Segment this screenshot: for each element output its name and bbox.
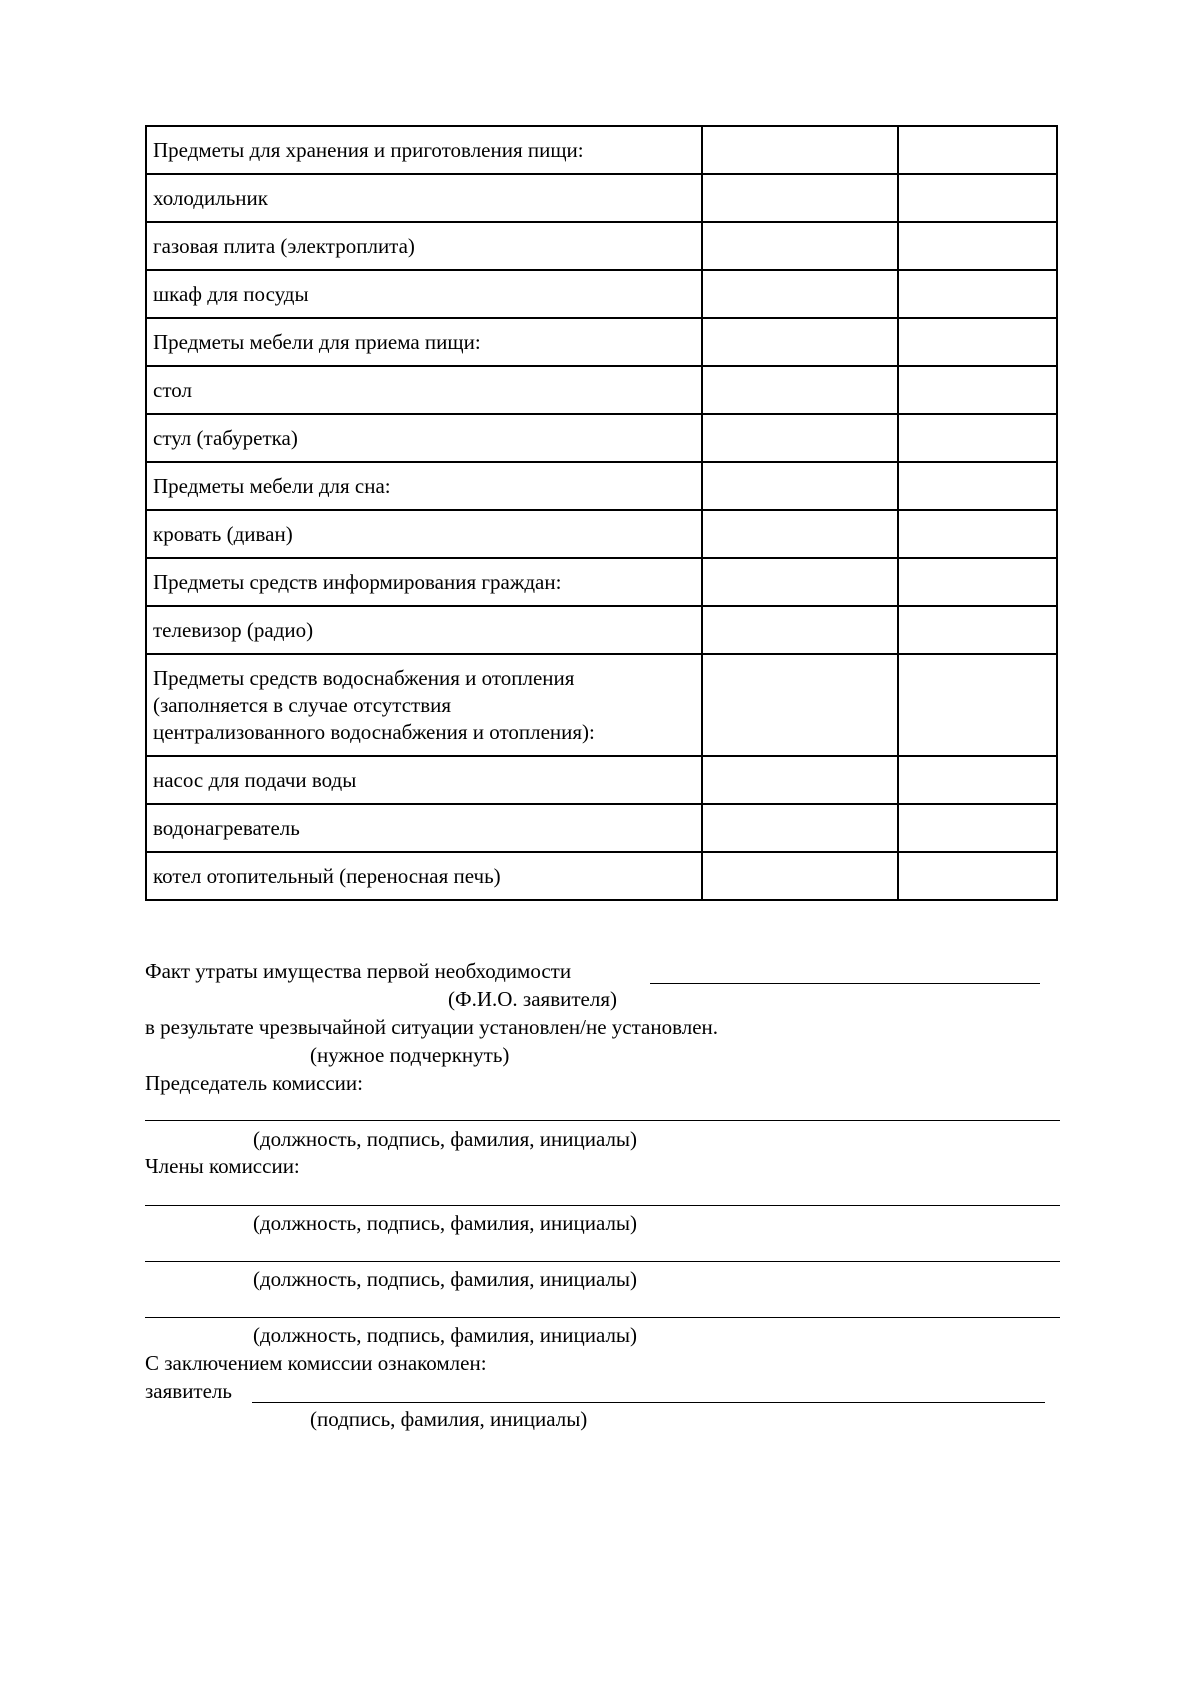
table-row <box>146 222 1057 270</box>
table-row <box>146 366 1057 414</box>
row-cell-2 <box>702 414 899 462</box>
table-row <box>146 174 1057 222</box>
table-row <box>146 318 1057 366</box>
row-label: телевизор (радио) <box>146 606 702 654</box>
member-signature-line[interactable] <box>145 1205 1060 1206</box>
property-table <box>145 125 1058 901</box>
row-cell-3 <box>898 606 1057 654</box>
row-cell-3 <box>898 318 1057 366</box>
row-cell-3 <box>898 510 1057 558</box>
member-signature-line[interactable] <box>145 1261 1060 1262</box>
row-cell-2 <box>702 510 899 558</box>
table-row <box>146 126 1057 174</box>
row-label: Предметы средств информирования граждан: <box>146 558 702 606</box>
row-label: насос для подачи воды <box>146 756 702 804</box>
row-label-line: централизованного водоснабжения и отопления): <box>153 719 595 744</box>
row-cell-2 <box>702 804 899 852</box>
row-cell-2 <box>702 654 899 756</box>
members-label: Члены комиссии: <box>145 1154 300 1178</box>
row-label: Предметы для хранения и приготовления пищи: <box>146 126 702 174</box>
chairman-caption: (должность, подпись, фамилия, инициалы) <box>253 1127 638 1151</box>
member-caption: (должность, подпись, фамилия, инициалы) <box>253 1211 638 1235</box>
row-cell-2 <box>702 852 899 900</box>
row-cell-3 <box>898 654 1057 756</box>
row-label: стул (табуретка) <box>146 414 702 462</box>
row-label: стол <box>146 366 702 414</box>
member-caption: (должность, подпись, фамилия, инициалы) <box>253 1323 638 1347</box>
row-cell-3 <box>898 366 1057 414</box>
table-row <box>146 558 1057 606</box>
underline-caption: (нужное подчеркнуть) <box>310 1043 510 1067</box>
applicant-signature-line[interactable] <box>252 1402 1045 1403</box>
row-cell-2 <box>702 756 899 804</box>
row-label: кровать (диван) <box>146 510 702 558</box>
row-label: Предметы мебели для приема пищи: <box>146 318 702 366</box>
row-label: газовая плита (электроплита) <box>146 222 702 270</box>
row-cell-3 <box>898 852 1057 900</box>
row-label: холодильник <box>146 174 702 222</box>
row-cell-3 <box>898 804 1057 852</box>
row-label: водонагреватель <box>146 804 702 852</box>
applicant-name-caption: (Ф.И.О. заявителя) <box>448 987 617 1011</box>
fact-text: Факт утраты имущества первой необходимости <box>145 959 572 983</box>
row-label: шкаф для посуды <box>146 270 702 318</box>
row-cell-3 <box>898 756 1057 804</box>
row-cell-2 <box>702 606 899 654</box>
row-cell-2 <box>702 558 899 606</box>
row-cell-3 <box>898 462 1057 510</box>
chairman-signature-line[interactable] <box>145 1120 1060 1121</box>
row-cell-2 <box>702 126 899 174</box>
applicant-caption: (подпись, фамилия, инициалы) <box>310 1407 588 1431</box>
table-row <box>146 804 1057 852</box>
row-cell-3 <box>898 174 1057 222</box>
row-cell-2 <box>702 222 899 270</box>
row-label: котел отопительный (переносная печь) <box>146 852 702 900</box>
row-cell-3 <box>898 126 1057 174</box>
row-cell-2 <box>702 270 899 318</box>
row-cell-2 <box>702 366 899 414</box>
row-cell-3 <box>898 414 1057 462</box>
row-cell-3 <box>898 222 1057 270</box>
applicant-label: заявитель <box>145 1379 232 1403</box>
row-label-multiline <box>146 654 702 756</box>
table-row <box>146 270 1057 318</box>
chairman-label: Председатель комиссии: <box>145 1071 363 1095</box>
member-signature-line[interactable] <box>145 1317 1060 1318</box>
row-cell-2 <box>702 174 899 222</box>
row-label-line: (заполняется в случае отсутствия <box>153 692 452 717</box>
row-cell-3 <box>898 270 1057 318</box>
member-caption: (должность, подпись, фамилия, инициалы) <box>253 1267 638 1291</box>
table-row <box>146 510 1057 558</box>
table-row <box>146 462 1057 510</box>
row-cell-2 <box>702 318 899 366</box>
table-row <box>146 414 1057 462</box>
row-cell-3 <box>898 558 1057 606</box>
table-row <box>146 852 1057 900</box>
row-label: Предметы мебели для сна: <box>146 462 702 510</box>
result-text: в результате чрезвычайной ситуации установлен/не установлен. <box>145 1015 719 1039</box>
applicant-name-line[interactable] <box>650 983 1040 984</box>
row-cell-2 <box>702 462 899 510</box>
table-row <box>146 756 1057 804</box>
table-row <box>146 606 1057 654</box>
familiarized-text: С заключением комиссии ознакомлен: <box>145 1351 487 1375</box>
table-row <box>146 654 1057 756</box>
row-label-line: Предметы средств водоснабжения и отопления <box>153 665 575 690</box>
